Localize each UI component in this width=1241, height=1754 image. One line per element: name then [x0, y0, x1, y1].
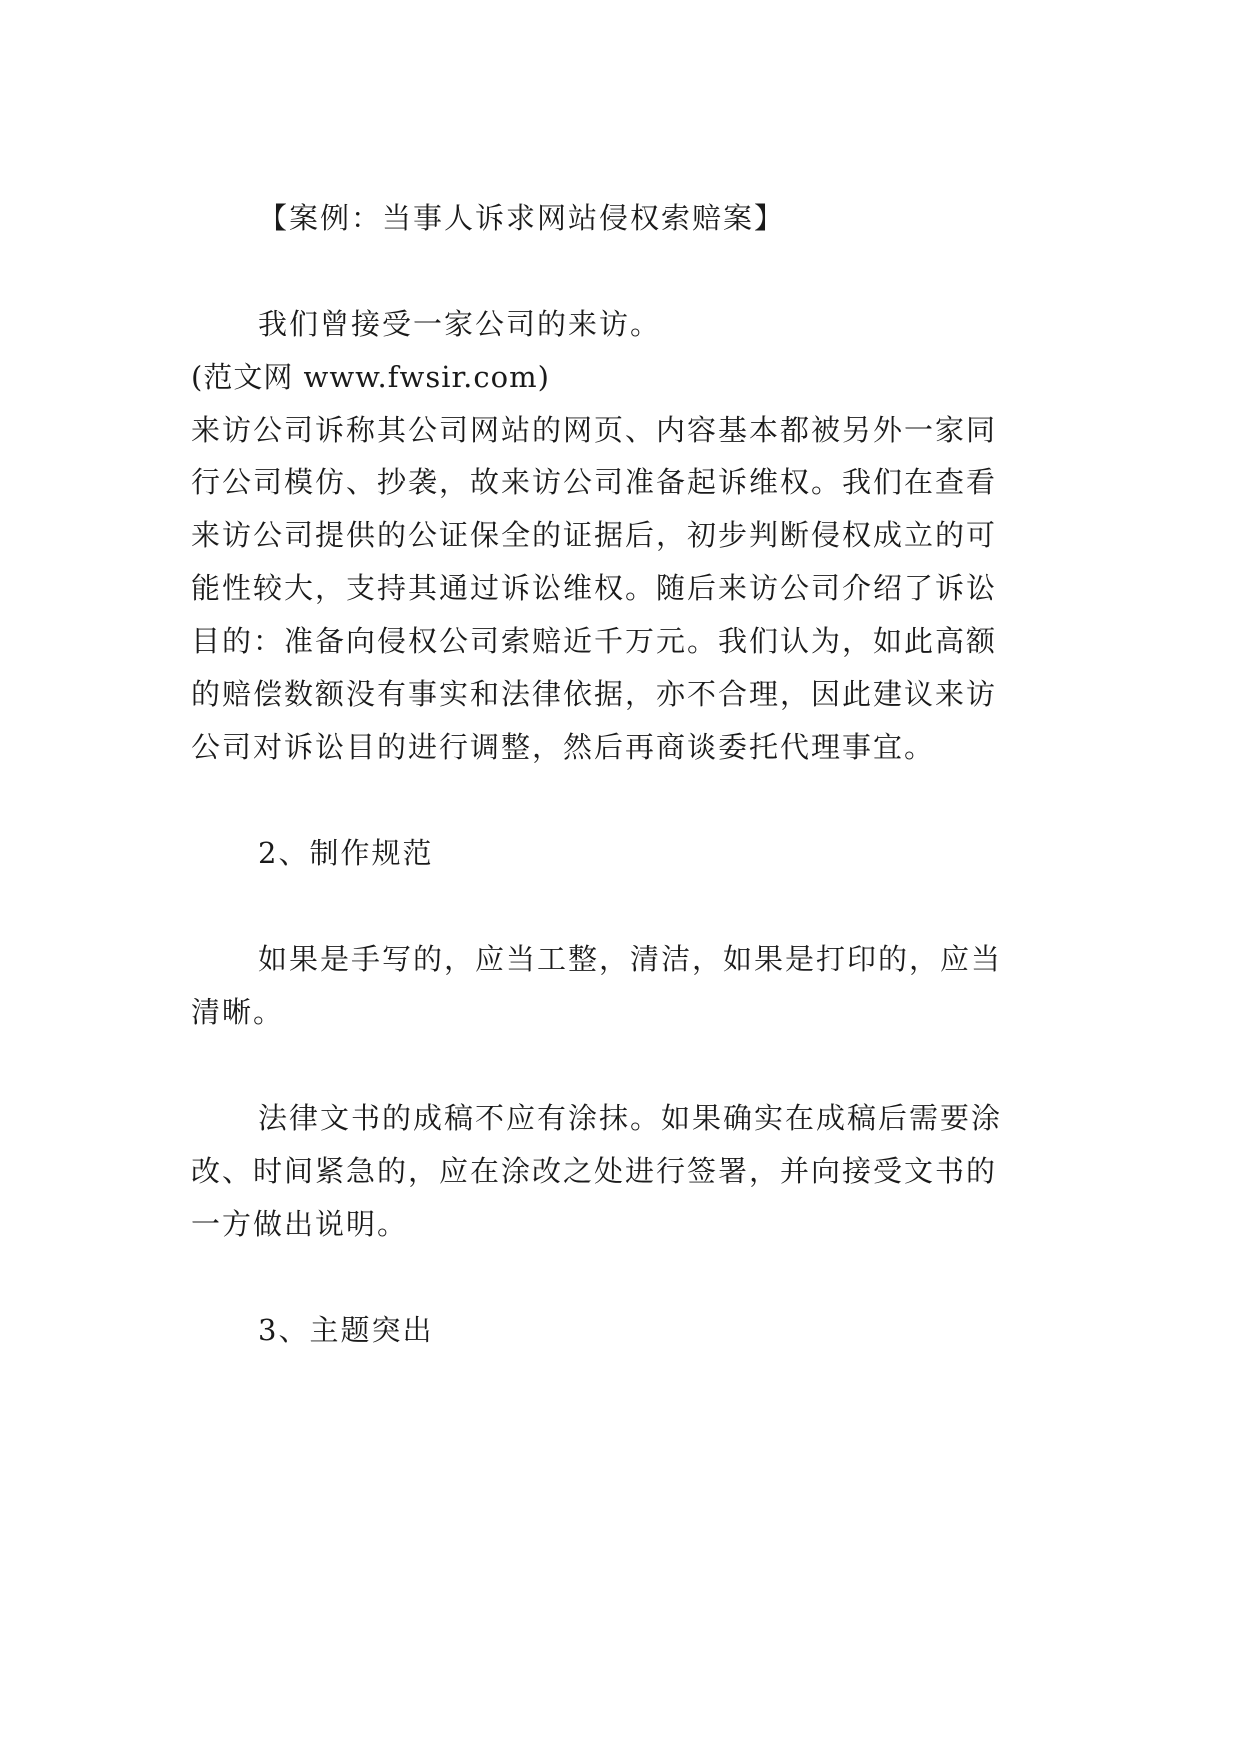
section-heading-3: 3、主题突出 [258, 1313, 434, 1347]
paragraph-line: 如果是手写的，应当工整，清洁，如果是打印的，应当 [258, 942, 1003, 976]
paragraph-line: 公司对诉讼目的进行调整，然后再商谈委托代理事宜。 [191, 730, 936, 764]
source-reference: (范文网 www.fwsir.com) [191, 360, 550, 394]
paragraph-line: 我们曾接受一家公司的来访。 [258, 307, 662, 341]
paragraph-line: 改、时间紧急的，应在涂改之处进行签署，并向接受文书的 [191, 1154, 998, 1188]
paragraph-line: 能性较大，支持其通过诉讼维权。随后来访公司介绍了诉讼 [191, 571, 998, 605]
paragraph-line: 来访公司诉称其公司网站的网页、内容基本都被另外一家同 [191, 413, 998, 447]
paragraph-line: 来访公司提供的公证保全的证据后，初步判断侵权成立的可 [191, 518, 998, 552]
case-title: 【案例：当事人诉求网站侵权索赔案】 [258, 201, 786, 235]
paragraph-line: 目的：准备向侵权公司索赔近千万元。我们认为，如此高额 [191, 624, 998, 658]
paragraph-line: 法律文书的成稿不应有涂抹。如果确实在成稿后需要涂 [258, 1101, 1003, 1135]
paragraph-line: 行公司模仿、抄袭，故来访公司准备起诉维权。我们在查看 [191, 465, 998, 499]
section-heading-2: 2、制作规范 [258, 836, 434, 870]
paragraph-line: 的赔偿数额没有事实和法律依据，亦不合理，因此建议来访 [191, 677, 998, 711]
paragraph-line: 清晰。 [191, 995, 285, 1029]
paragraph-line: 一方做出说明。 [191, 1207, 409, 1241]
